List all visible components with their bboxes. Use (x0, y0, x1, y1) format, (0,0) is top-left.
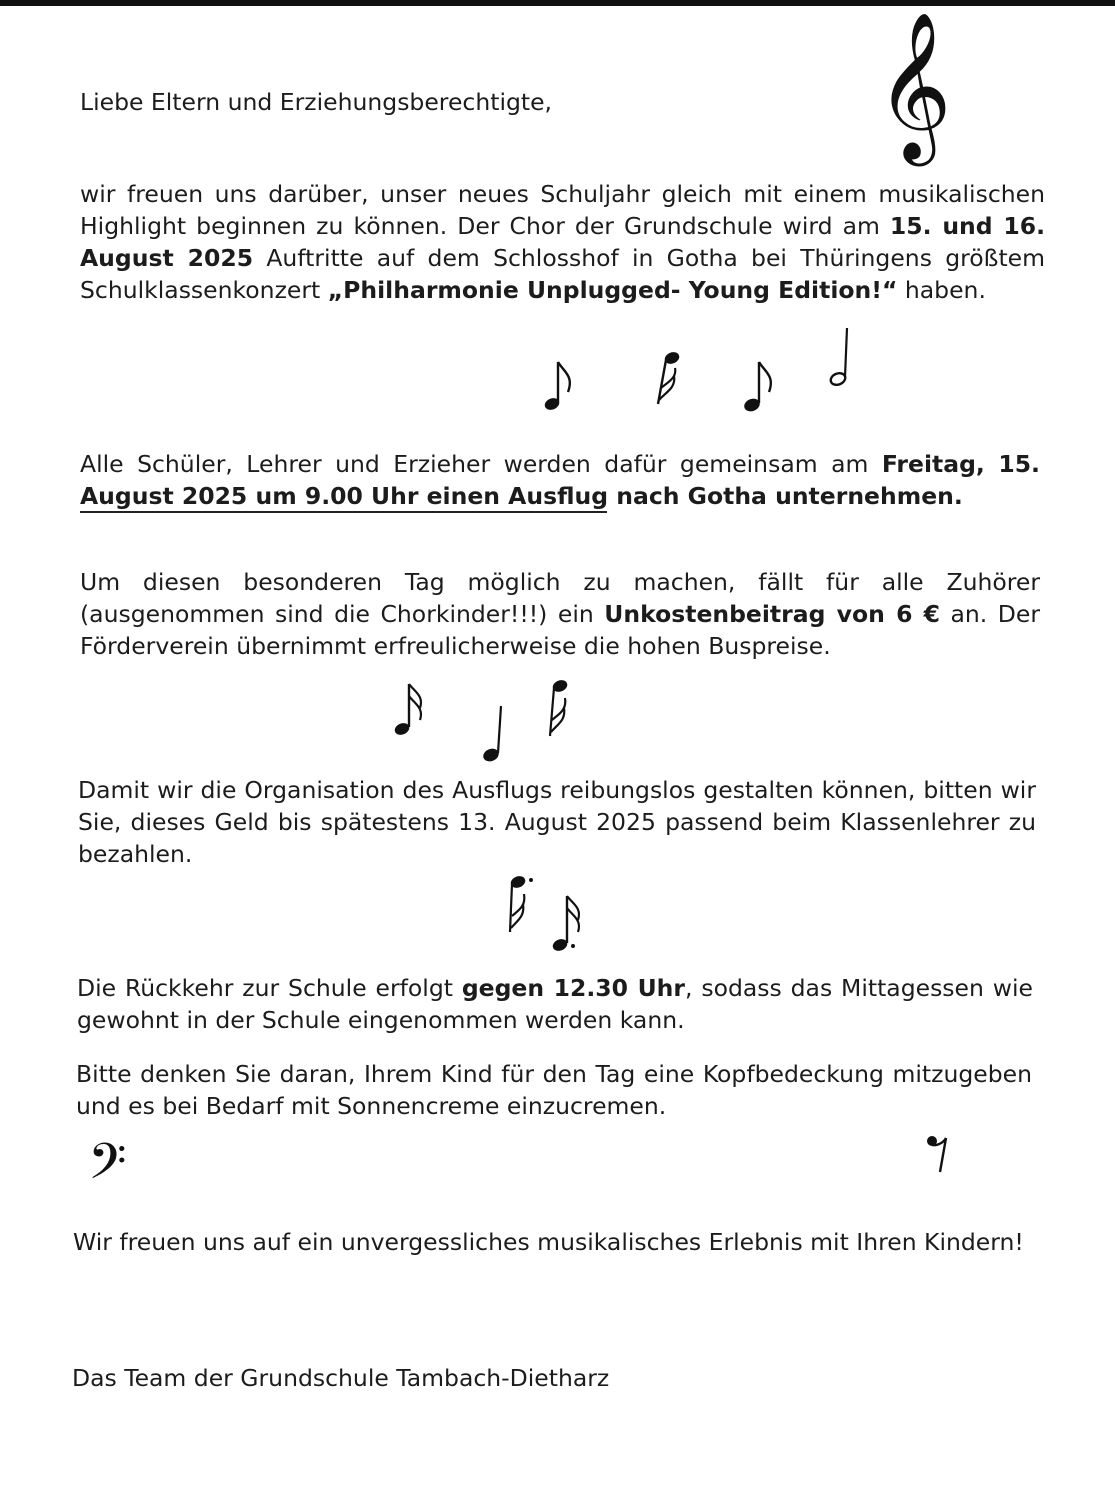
p1-concert-name: „Philharmonie Unplugged- Young Edition!“ (327, 276, 898, 304)
p2-text-1: Alle Schüler, Lehrer und Erzieher werden dafür gemeinsam am (80, 450, 882, 478)
p7-text: Wir freuen uns auf ein unvergessliches musikalisches Erlebnis mit Ihren Kindern! (73, 1228, 1024, 1256)
paragraph-fee (80, 566, 1040, 662)
greeting (80, 86, 700, 118)
p3-text-2: an. Der Förderverein übernimmt erfreulicherweise die hohen Buspreise. (80, 600, 1041, 660)
p2-day: Freitag, (881, 450, 985, 478)
p1-text-3: haben. (897, 276, 986, 304)
paragraph-payment (78, 774, 1036, 870)
eighth-note-icon (740, 358, 780, 416)
p1-text-1: wir freuen uns darüber, unser neues Schuljahr gleich mit einem musikalischen Highlight beginnen zu können. Der Chor der Grundschule wird am (80, 180, 1045, 240)
signature-text: Das Team der Grundschule Tambach-Dietharz (72, 1364, 610, 1392)
quarter-note-icon (480, 704, 510, 766)
eighth-note-icon (540, 358, 580, 414)
greeting-text: Liebe Eltern und Erziehungsberechtigte, (80, 88, 553, 116)
half-note-icon (826, 326, 856, 390)
p5-text-2: , sodass das Mittagessen wie gewohnt in der Schule eingenommen werden kann. (77, 974, 1033, 1034)
p5-text-1: Die Rückkehr zur Schule erfolgt (77, 974, 462, 1002)
dotted-sixteenth-note-icon (548, 892, 592, 956)
p6-text: Bitte denken Sie daran, Ihrem Kind für den Tag eine Kopfbedeckung mitzugeben und es bei Bedarf mit Sonnencreme einzucremen. (76, 1060, 1032, 1120)
paragraph-closing (73, 1226, 1033, 1258)
sixteenth-note-icon (650, 348, 690, 408)
sixteenth-note-icon (390, 680, 430, 740)
p5-time: gegen 12.30 Uhr (461, 974, 685, 1002)
p1-text-2: Auftritte auf dem Schlosshof in Gotha bei Thüringens größtem Schulklassenkonzert (80, 244, 1046, 304)
paragraph-return (77, 972, 1033, 1036)
sixteenth-note-icon (542, 676, 576, 740)
eighth-rest-icon (922, 1132, 952, 1176)
p3-text-1: Um diesen besonderen Tag möglich zu machen, fällt für alle Zuhörer (ausgenommen sind die Chorkinder!!!) ein (80, 568, 1040, 628)
paragraph-concert (80, 178, 1045, 306)
bass-clef-icon: 𝄢 (88, 1133, 127, 1203)
p2-trip: einen Ausflug nach Gotha unternehmen. (418, 482, 963, 510)
p1-dates: 15. und 16. August 2025 (80, 212, 1045, 272)
paragraph-trip (80, 448, 1040, 512)
signature (72, 1362, 772, 1394)
top-border (0, 0, 1115, 6)
p2-date-time: 15. August 2025 um 9.00 Uhr (80, 450, 1040, 510)
p4-text: Damit wir die Organisation des Ausflugs reibungslos gestalten können, bitten wir Sie, dieses Geld bis spätestens 13. August 2025 passend beim Klassenlehrer zu bezahlen. (78, 776, 1036, 868)
paragraph-reminder (76, 1058, 1032, 1122)
dotted-sixteenth-note-icon (502, 872, 540, 936)
date-underline (80, 511, 607, 513)
treble-clef-icon: 𝄞 (876, 11, 952, 160)
p3-fee: Unkostenbeitrag von 6 € (604, 600, 940, 628)
